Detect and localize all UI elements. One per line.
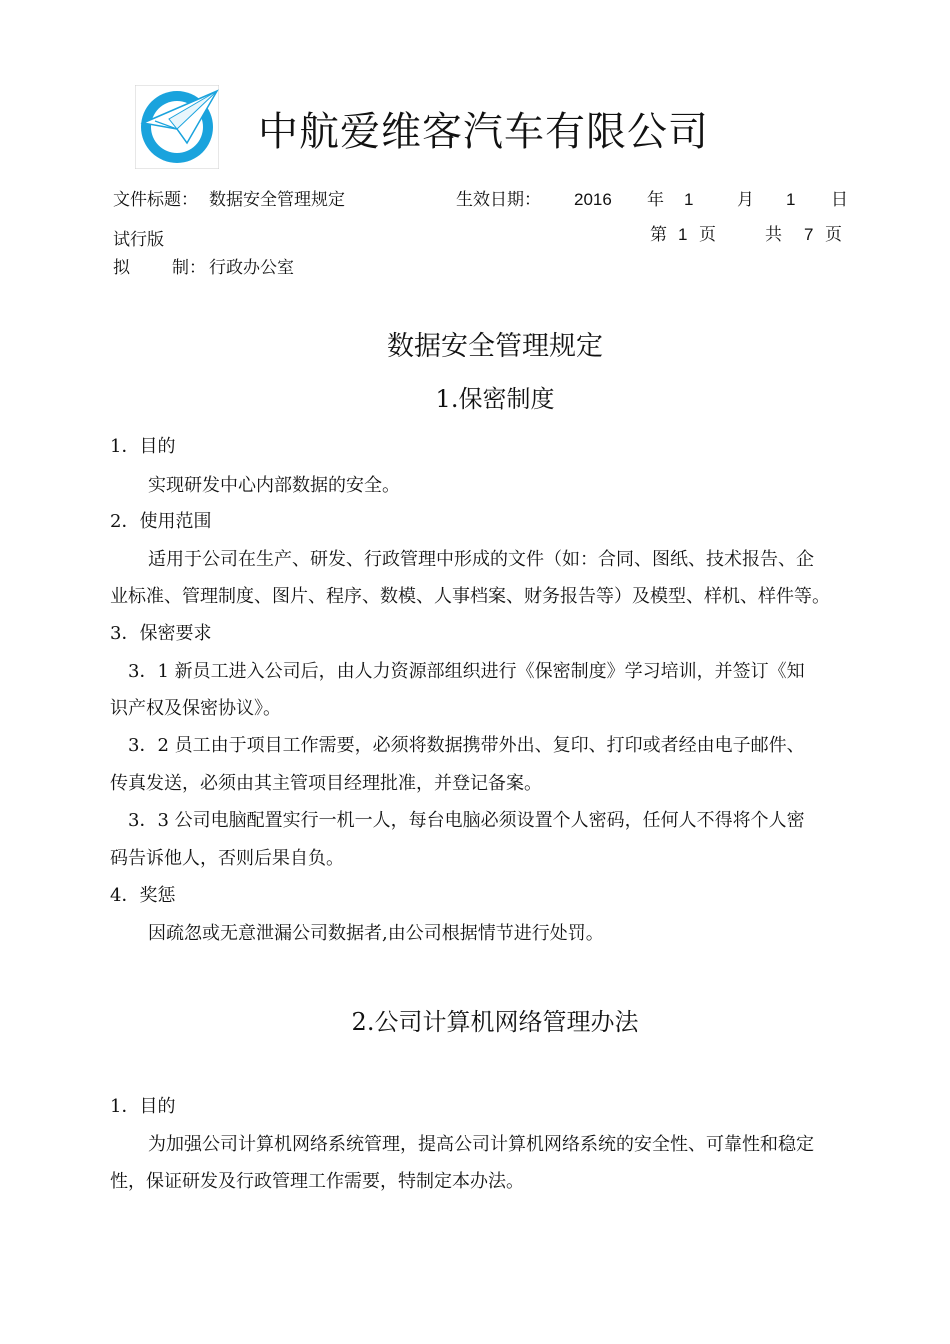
item-heading: 1．目的 xyxy=(110,1096,176,1117)
paragraph-line: 传真发送，必须由其主管项目经理批准，并登记备案。 xyxy=(110,773,542,794)
paragraph-line: 码告诉他人，否则后果自负。 xyxy=(110,848,344,869)
logo-text: AVIC xyxy=(166,142,188,152)
document-title: 数据安全管理规定 xyxy=(387,331,603,362)
page-suffix: 页 xyxy=(699,225,716,245)
total-suffix: 页 xyxy=(825,225,842,245)
paragraph-line: 因疏忽或无意泄漏公司数据者,由公司根据情节进行处罚。 xyxy=(148,923,604,944)
version-label: 试行版 xyxy=(113,230,164,250)
paragraph-line: 性，保证研发及行政管理工作需要，特制定本办法。 xyxy=(110,1171,524,1192)
paragraph-line: 识产权及保密协议》。 xyxy=(110,698,281,719)
item-heading: 4．奖惩 xyxy=(110,885,176,906)
item-heading: 3．保密要求 xyxy=(110,623,212,644)
page-prefix: 第 xyxy=(650,225,667,245)
author-label-part1: 拟 xyxy=(113,258,130,278)
section-heading-1: 1.保密制度 xyxy=(435,385,555,413)
paragraph-line: 适用于公司在生产、研发、行政管理中形成的文件（如：合同、图纸、技术报告、企 xyxy=(148,549,814,570)
paragraph-line: 为加强公司计算机网络系统管理，提高公司计算机网络系统的安全性、可靠性和稳定 xyxy=(148,1134,814,1155)
total-pages: 7 xyxy=(804,225,814,244)
paragraph-line: 业标准、管理制度、图片、程序、数模、人事档案、财务报告等）及模型、样机、样件等。 xyxy=(110,586,830,607)
paragraph-line: 3．2 员工由于项目工作需要，必须将数据携带外出、复印、打印或者经由电子邮件、 xyxy=(128,735,805,756)
company-name: 中航爱维客汽车有限公司 xyxy=(258,109,709,155)
year-char: 年 xyxy=(647,190,664,210)
item-heading: 1．目的 xyxy=(110,436,176,457)
effective-date-label: 生效日期： xyxy=(456,190,541,210)
page-number: 1 xyxy=(678,225,688,244)
month-char: 月 xyxy=(737,190,754,210)
paragraph-line: 3．3 公司电脑配置实行一机一人，每台电脑必须设置个人密码，任何人不得将个人密 xyxy=(128,810,805,831)
effective-month: 1 xyxy=(684,190,694,209)
file-title-label: 文件标题： xyxy=(113,190,198,210)
item-heading: 2．使用范围 xyxy=(110,511,212,532)
author-label-part2: 制： xyxy=(172,258,206,278)
paragraph-line: 实现研发中心内部数据的安全。 xyxy=(148,475,400,496)
day-char: 日 xyxy=(831,190,848,210)
effective-year: 2016 xyxy=(574,190,612,209)
total-prefix: 共 xyxy=(765,225,782,245)
avic-logo-icon xyxy=(135,85,219,169)
company-logo xyxy=(135,85,219,169)
author-value: 行政办公室 xyxy=(209,258,294,278)
effective-day: 1 xyxy=(786,190,796,209)
paragraph-line: 3．1 新员工进入公司后，由人力资源部组织进行《保密制度》学习培训，并签订《知 xyxy=(128,661,805,682)
file-title-value: 数据安全管理规定 xyxy=(209,190,345,210)
section-heading-2: 2.公司计算机网络管理办法 xyxy=(351,1008,639,1036)
